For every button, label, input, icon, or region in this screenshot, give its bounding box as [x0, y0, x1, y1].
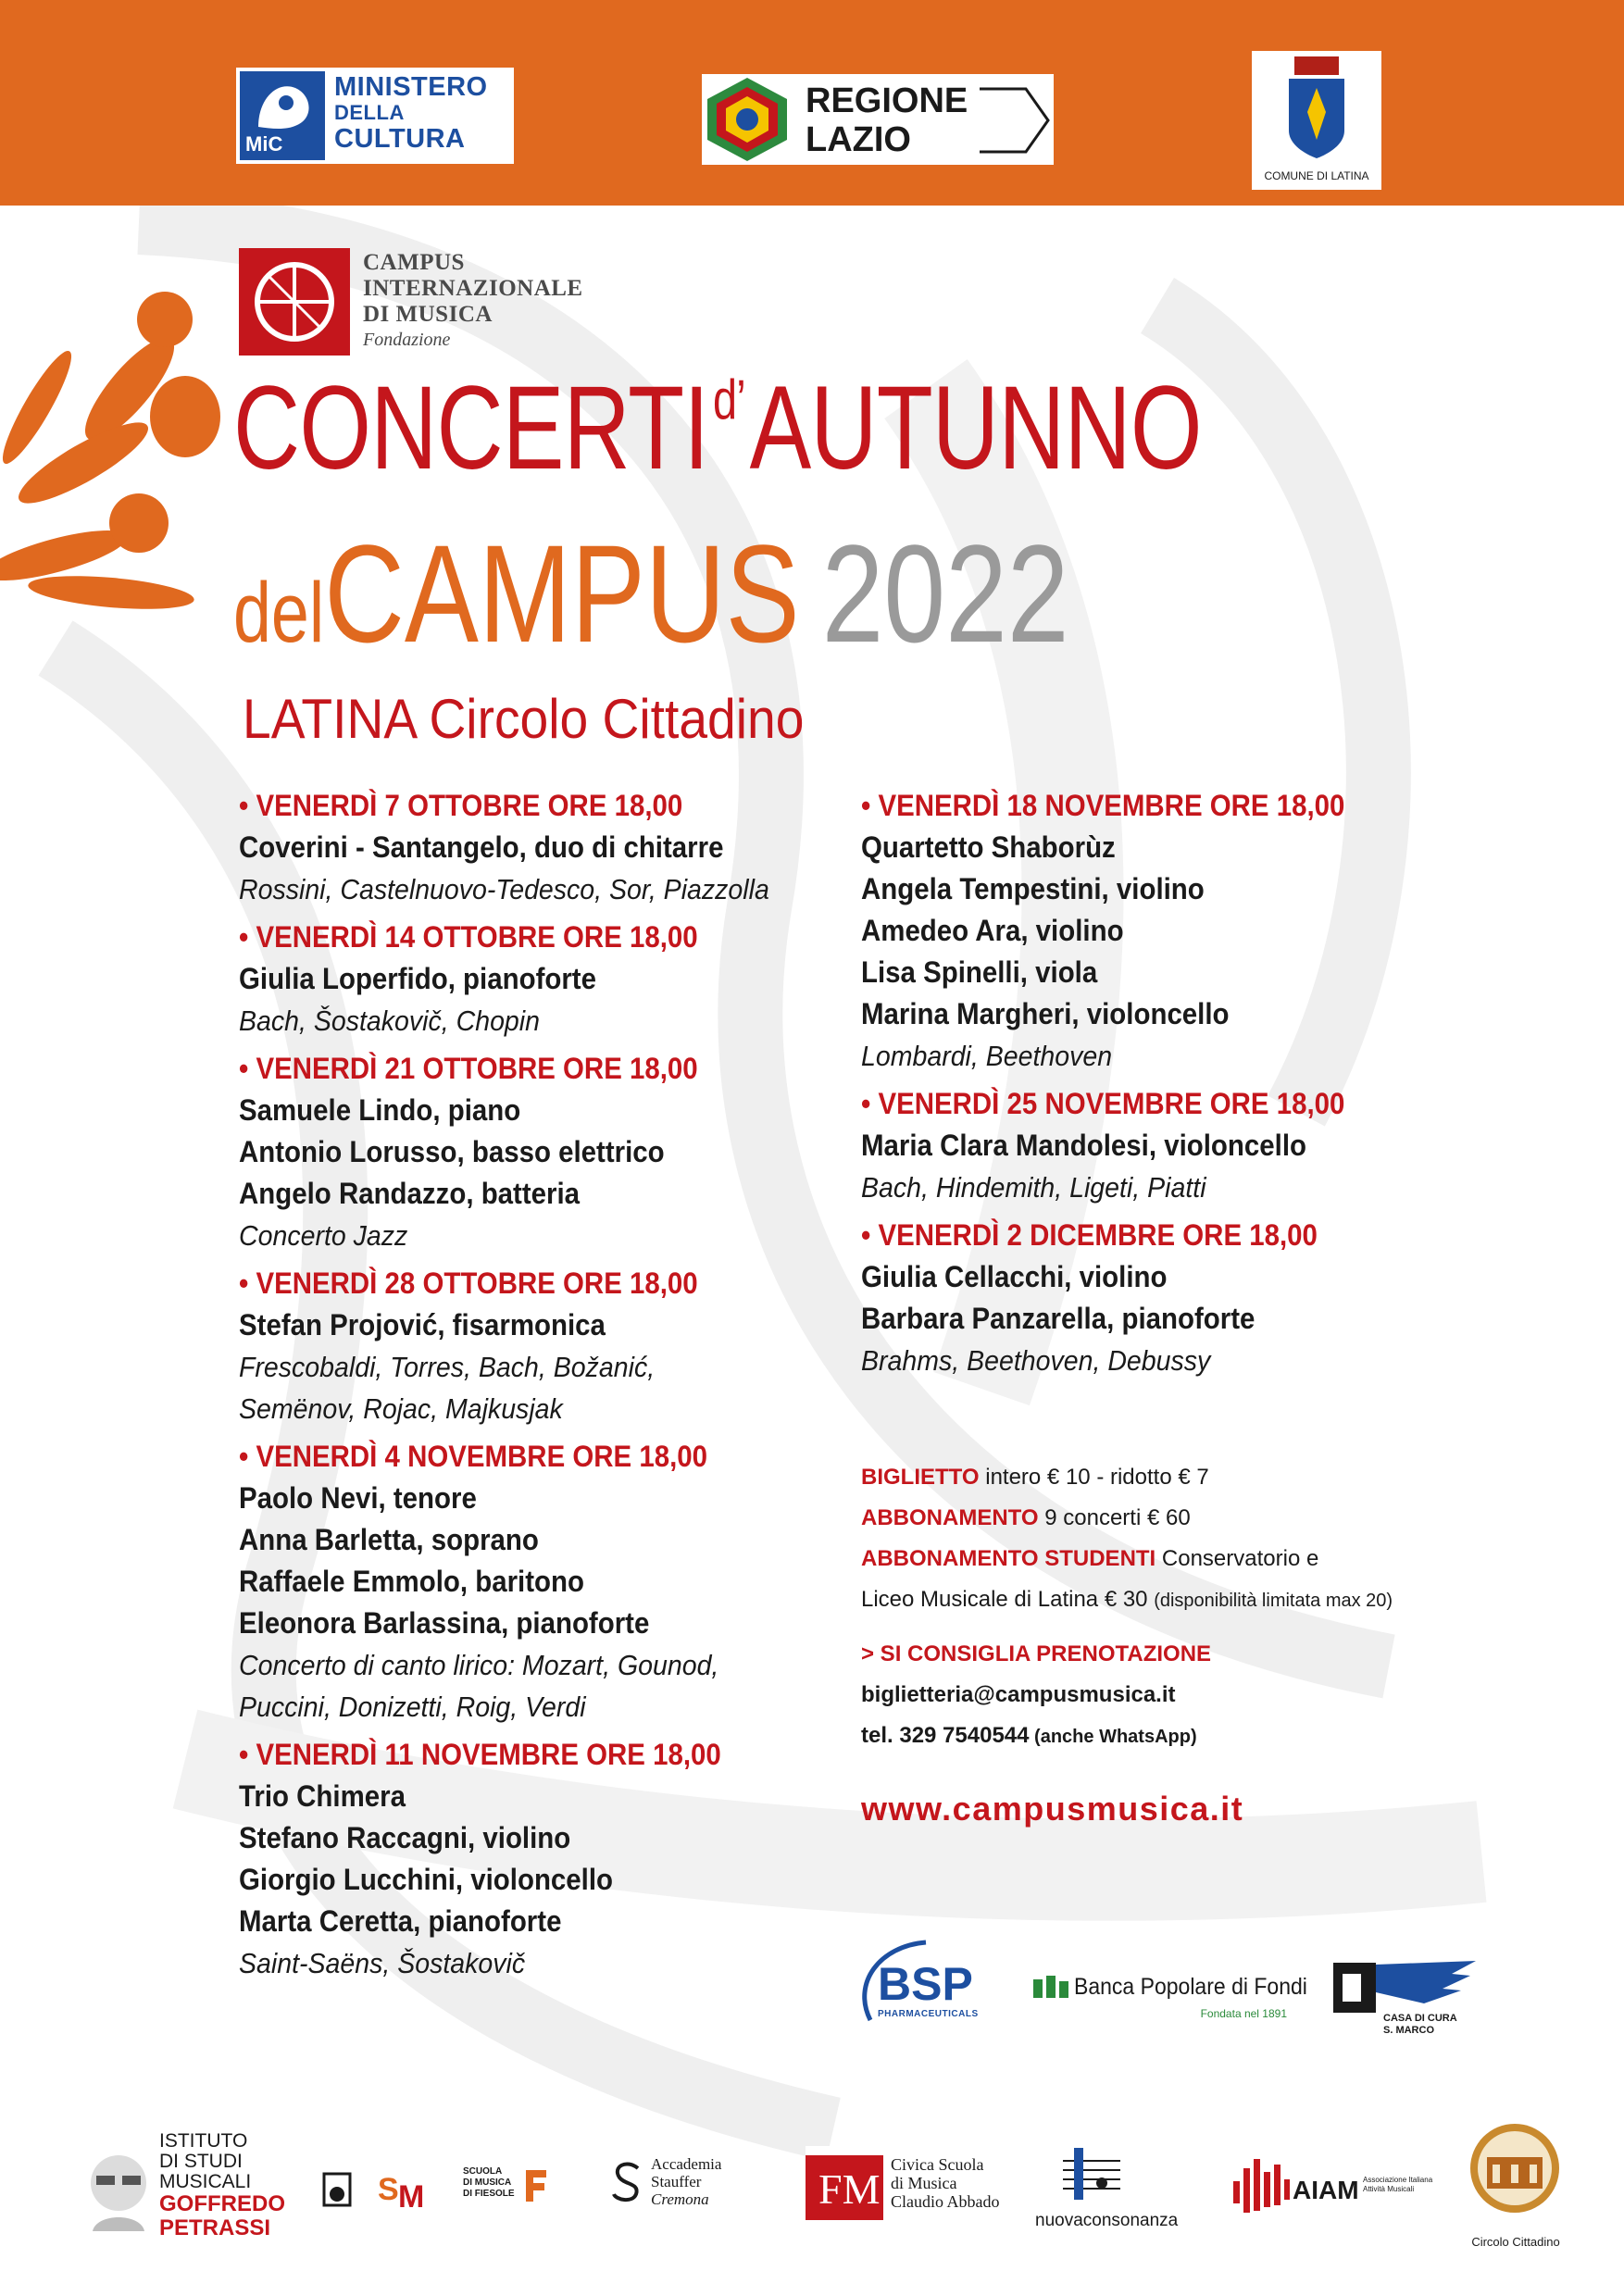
abbado-name: [891, 2155, 1000, 2211]
email-link[interactable]: biglietteria@campusmusica.it: [861, 1682, 1176, 1707]
studenti-line-2: [861, 1579, 1528, 1621]
concert-event: [861, 1083, 1509, 1208]
stauffer-line-3: Cremona: [651, 2190, 709, 2208]
petrassi-logo[interactable]: [74, 2129, 306, 2250]
petrassi-portrait-icon: [74, 2142, 163, 2231]
concert-performer: Paolo Nevi, tenore: [239, 1481, 477, 1515]
accademia-stauffer-logo[interactable]: [606, 2150, 755, 2215]
lazio-line-2: LAZIO: [806, 120, 911, 159]
smarco-line-1: CASA DI CURA: [1383, 2013, 1457, 2024]
concert-performer: Raffaele Emmolo, baritono: [239, 1565, 584, 1598]
concert-date: • VENERDÌ 18 NOVEMBRE ORE 18,00: [861, 789, 1345, 822]
concert-performer: Quartetto Shaborùz: [861, 830, 1116, 864]
studenti-line: [861, 1539, 1528, 1579]
studenti-label: ABBONAMENTO STUDENTI: [861, 1546, 1156, 1571]
concert-performer: Eleonora Barlassina, pianoforte: [239, 1606, 650, 1640]
stauffer-s-icon: [608, 2159, 645, 2203]
nuova-consonanza-logo[interactable]: [1035, 2140, 1179, 2233]
casa-di-cura-logo[interactable]: [1331, 1955, 1480, 2039]
concert-performer: Trio Chimera: [239, 1779, 406, 1813]
mic-icon: [240, 71, 325, 160]
concert-date: • VENERDÌ 2 DICEMBRE ORE 18,00: [861, 1218, 1318, 1252]
abbonamento-text: 9 concerti € 60: [1038, 1505, 1191, 1530]
regione-lazio-logo[interactable]: [702, 74, 1054, 165]
circolo-cittadino-logo[interactable]: [1465, 2122, 1567, 2259]
bsp-sub: PHARMACEUTICALS: [878, 2009, 979, 2019]
concert-program: Concerto Jazz: [239, 1219, 408, 1252]
stauffer-name: [651, 2155, 721, 2208]
concert-performer: Barbara Panzarella, pianoforte: [861, 1302, 1255, 1335]
civica-scuola-abbado-logo[interactable]: [806, 2146, 1018, 2229]
concert-date: • VENERDÌ 25 NOVEMBRE ORE 18,00: [861, 1087, 1345, 1120]
abbado-line-2: di Musica: [891, 2174, 957, 2192]
program-right-column: [861, 785, 1509, 1388]
concert-performer: Amedeo Ara, violino: [861, 914, 1124, 947]
phone-note: (anche WhatsApp): [1029, 1727, 1197, 1747]
aiam-sub: [1363, 2176, 1432, 2194]
program-left-column: [239, 785, 868, 1990]
petrassi-line-1: ISTITUTO: [159, 2130, 248, 2152]
aiam-sub-1: Associazione Italiana: [1363, 2176, 1433, 2184]
fiesole-f-icon: [522, 2166, 550, 2203]
campus-line-1: CAMPUS: [363, 250, 465, 275]
header-bar: [0, 0, 1624, 206]
concert-performer: Marina Margheri, violoncello: [861, 997, 1230, 1030]
lazio-crest-icon: [704, 76, 791, 163]
floral-ornament: [0, 292, 220, 615]
latina-crest-icon: [1285, 56, 1348, 160]
title-autunno: AUTUNNO: [749, 362, 1202, 494]
concert-performer: Stefano Raccagni, violino: [239, 1821, 571, 1854]
concert-date: • VENERDÌ 14 OTTOBRE ORE 18,00: [239, 920, 698, 954]
concert-program: Brahms, Beethoven, Debussy: [861, 1344, 1211, 1377]
ministero-line-1: MINISTERO: [334, 72, 488, 102]
banca-popolare-fondi-logo[interactable]: [1030, 1970, 1307, 2026]
campus-name: [363, 250, 583, 328]
ministero-cultura-logo[interactable]: [236, 68, 514, 164]
concert-program: Puccini, Donizetti, Roig, Verdi: [239, 1691, 586, 1723]
concert-performer: Lisa Spinelli, viola: [861, 955, 1098, 989]
circolo-label: Circolo Cittadino: [1471, 2235, 1560, 2249]
comune-latina-logo[interactable]: [1252, 51, 1381, 190]
concert-performer: Samuele Lindo, piano: [239, 1093, 521, 1127]
concert-date: • VENERDÌ 28 OTTOBRE ORE 18,00: [239, 1267, 698, 1300]
concert-event: [239, 1734, 868, 1984]
svg-text:S: S: [378, 2172, 399, 2207]
mic-abbr: MiC: [245, 132, 283, 156]
concert-performer: Angela Tempestini, violino: [861, 872, 1205, 905]
concert-performer: Anna Barletta, soprano: [239, 1523, 539, 1556]
studenti-text: Conservatorio e: [1156, 1546, 1319, 1571]
concert-program: Bach, Šostakovič, Chopin: [239, 1004, 540, 1037]
concert-event: [239, 1048, 868, 1256]
fiesole-name: [463, 2166, 515, 2200]
concert-performer: Antonio Lorusso, basso elettrico: [239, 1135, 665, 1168]
svg-text:FM: FM: [818, 2165, 881, 2213]
concert-date: • VENERDÌ 11 NOVEMBRE ORE 18,00: [239, 1738, 721, 1771]
concert-performer: Coverini - Santangelo, duo di chitarre: [239, 830, 724, 864]
concert-performer: Giulia Cellacchi, violino: [861, 1260, 1168, 1293]
aiam-logo[interactable]: [1231, 2148, 1454, 2222]
concert-program: Semënov, Rojac, Majkusjak: [239, 1392, 563, 1425]
abbonamento-label: ABBONAMENTO: [861, 1505, 1039, 1530]
fiesole-line-2: DI MUSICA: [463, 2177, 512, 2188]
biglietto-line: [861, 1457, 1528, 1498]
concert-program: Concerto di canto lirico: Mozart, Gounod,: [239, 1649, 719, 1681]
ministero-line-3: CULTURA: [334, 124, 466, 154]
bsp-name: BSP: [878, 1958, 973, 2010]
concert-program: Frescobaldi, Torres, Bach, Božanić,: [239, 1351, 656, 1383]
comune-latina-label: COMUNE DI LATINA: [1264, 169, 1369, 182]
booking-block: [861, 1634, 1528, 1757]
ministero-name: [334, 73, 488, 153]
lazio-arrow-icon: [980, 83, 1050, 157]
petrassi-line-2: DI STUDI: [159, 2151, 243, 2172]
title-del: del: [233, 566, 325, 660]
title-year: 2022: [821, 516, 1069, 671]
campus-line-3: DI MUSICA: [363, 302, 493, 327]
fiesole-emblem-icon: [317, 2161, 463, 2216]
studenti-note: (disponibilità limitata max 20): [1154, 1591, 1393, 1611]
website-link[interactable]: www.campusmusica.it: [861, 1790, 1244, 1828]
bpf-sub: Fondata nel 1891: [1200, 2007, 1287, 2020]
scuola-fiesole-logo[interactable]: [317, 2153, 557, 2218]
bpf-name: Banca Popolare di Fondi: [1074, 1974, 1307, 2000]
concert-date: • VENERDÌ 4 NOVEMBRE ORE 18,00: [239, 1440, 708, 1473]
concert-event: [861, 1215, 1509, 1381]
campus-fondazione: Fondazione: [363, 330, 451, 350]
nuova-score-icon: [1059, 2142, 1124, 2207]
campus-musica-logo[interactable]: [239, 248, 609, 356]
phone-line[interactable]: [861, 1716, 1528, 1757]
regione-lazio-name: [806, 81, 968, 159]
petrassi-last-name: PETRASSI: [159, 2215, 271, 2240]
concert-event: [861, 785, 1509, 1077]
concert-event: [239, 1436, 868, 1728]
abbonamento-line: [861, 1498, 1528, 1539]
circolo-badge-icon: [1468, 2122, 1561, 2215]
nuova-name: nuovaconsonanza: [1035, 2211, 1179, 2230]
biglietto-label: BIGLIETTO: [861, 1465, 980, 1490]
prenotazione-line: > SI CONSIGLIA PRENOTAZIONE: [861, 1641, 1212, 1666]
concert-performer: Giorgio Lucchini, violoncello: [239, 1863, 614, 1896]
title-concerti: CONCERTI: [233, 362, 709, 494]
concert-program: Lombardi, Beethoven: [861, 1040, 1113, 1072]
svg-text:M: M: [398, 2179, 425, 2215]
concert-program: Saint-Saëns, Šostakovič: [239, 1947, 526, 1979]
title-campus: CAMPUS: [324, 516, 800, 671]
phone-number: tel. 329 7540544: [861, 1723, 1030, 1748]
stauffer-line-2: Stauffer: [651, 2173, 702, 2190]
petrassi-institute: [159, 2131, 251, 2192]
bpf-icon: [1033, 1976, 1070, 2002]
lazio-line-1: REGIONE: [806, 81, 968, 120]
aiam-bars-icon: [1231, 2152, 1291, 2216]
ticket-info: [861, 1457, 1528, 1757]
concert-performer: Angelo Randazzo, batteria: [239, 1177, 581, 1210]
concert-performer: Stefan Projović, fisarmonica: [239, 1308, 606, 1341]
sub-title: [233, 516, 1069, 682]
concert-date: • VENERDÌ 7 OTTOBRE ORE 18,00: [239, 789, 683, 822]
biglietto-text: intero € 10 - ridotto € 7: [979, 1465, 1209, 1490]
campus-line-2: INTERNAZIONALE: [363, 276, 583, 301]
ministero-line-2: DELLA: [334, 101, 405, 124]
title-d: d’: [713, 368, 745, 430]
venue-title: LATINA Circolo Cittadino: [243, 688, 805, 750]
casa-di-cura-name: [1383, 2013, 1457, 2037]
petrassi-line-3: MUSICALI: [159, 2171, 252, 2192]
abbado-line-1: Civica Scuola: [891, 2155, 984, 2174]
winged-lion-icon: [1331, 1955, 1480, 2013]
petrassi-name: [159, 2192, 285, 2240]
concert-program: Rossini, Castelnuovo-Tedesco, Sor, Piazzolla: [239, 873, 769, 905]
campus-emblem-icon: [239, 248, 350, 356]
main-title: [233, 362, 1202, 510]
mic-emblem-icon: [240, 71, 325, 136]
stauffer-line-1: Accademia: [651, 2155, 722, 2173]
abbado-fm-icon: [806, 2155, 883, 2220]
concert-event: [239, 785, 868, 910]
fiesole-line-3: DI FIESOLE: [463, 2189, 515, 2199]
concert-performer: Marta Ceretta, pianoforte: [239, 1904, 562, 1938]
studenti-text-2: Liceo Musicale di Latina € 30: [861, 1587, 1155, 1612]
concert-performer: Maria Clara Mandolesi, violoncello: [861, 1129, 1306, 1162]
abbado-line-3: Claudio Abbado: [891, 2192, 1000, 2211]
aiam-sub-2: Attività Musicali: [1363, 2185, 1415, 2193]
fiesole-line-1: SCUOLA: [463, 2166, 503, 2177]
concert-event: [239, 1263, 868, 1429]
concert-date: • VENERDÌ 21 OTTOBRE ORE 18,00: [239, 1052, 698, 1085]
concert-program: Bach, Hindemith, Ligeti, Piatti: [861, 1171, 1206, 1204]
aiam-name: AIAM: [1293, 2176, 1359, 2204]
concert-event: [239, 917, 868, 1042]
concert-performer: Giulia Loperfido, pianoforte: [239, 962, 596, 995]
smarco-line-2: S. MARCO: [1383, 2025, 1434, 2036]
petrassi-first-name: GOFFREDO: [159, 2191, 285, 2216]
bsp-logo[interactable]: [852, 1937, 991, 2029]
